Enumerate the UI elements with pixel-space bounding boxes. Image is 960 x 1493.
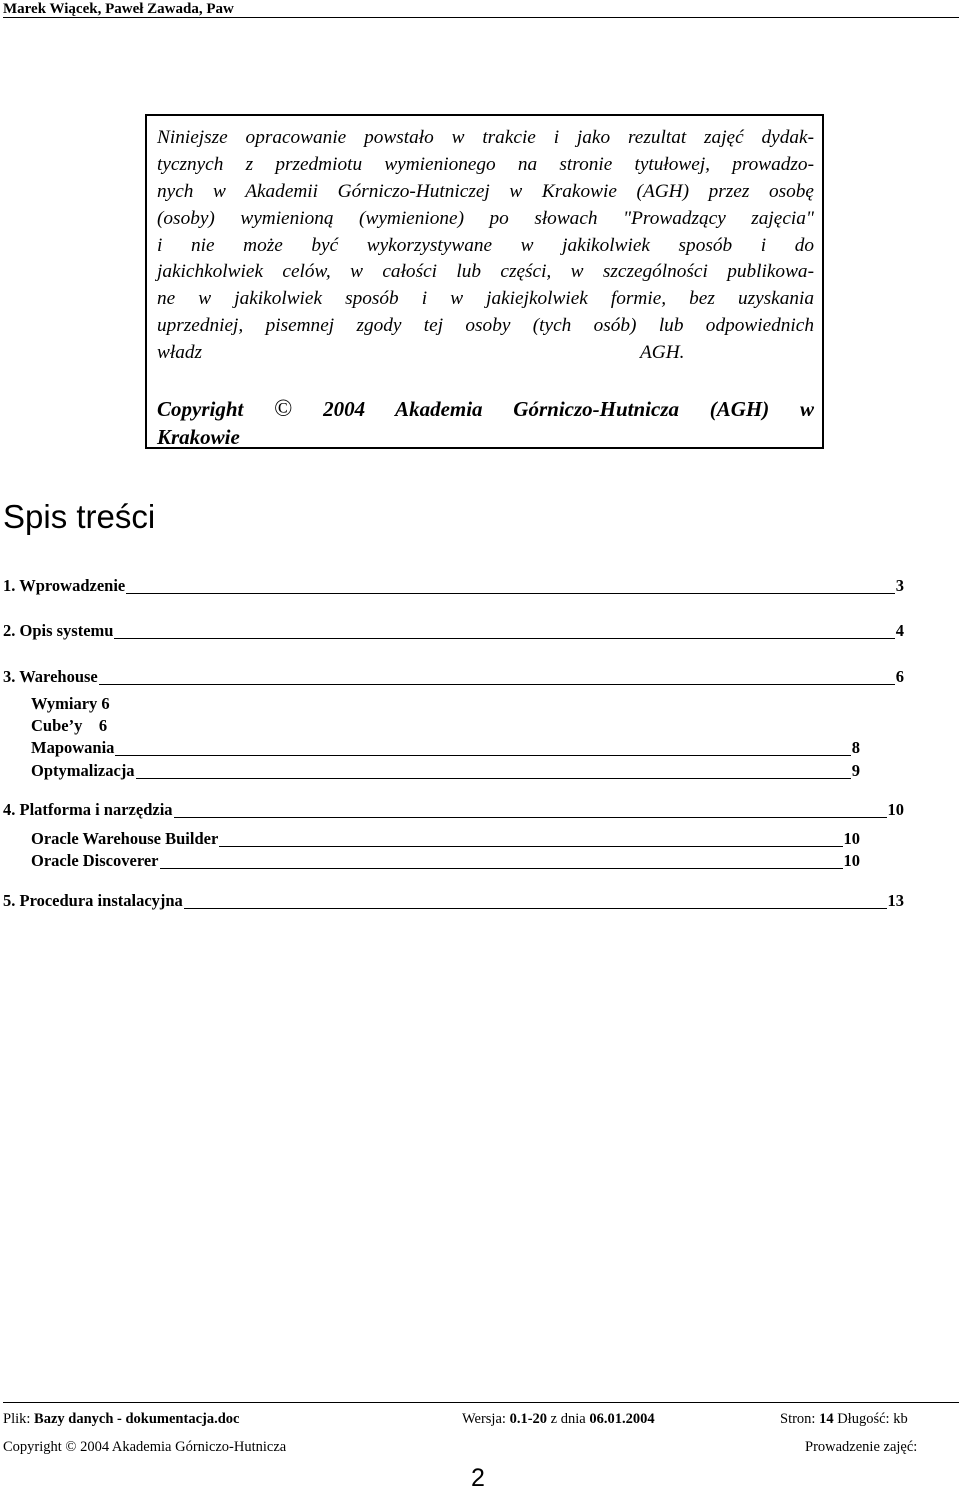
footer-file	[3, 1410, 239, 1428]
toc-subentry[interactable]	[31, 849, 860, 871]
footer-version	[462, 1410, 655, 1428]
notice-line: nych w Akademii Górniczo-Hutniczej w Krakowie (AGH) przez osobę	[157, 181, 814, 202]
copyright-city: Krakowie	[157, 425, 240, 449]
footer-file-name: Bazy danych - dokumentacja.doc	[34, 1411, 240, 1427]
toc-subentry[interactable]: Cube’y 6	[31, 716, 108, 735]
toc-entry-page: 8	[851, 738, 860, 757]
toc-leader	[184, 908, 887, 909]
toc-entry-page: 10	[887, 800, 904, 819]
notice-copyright-line	[157, 395, 814, 424]
footer-length-unit: kb	[893, 1411, 908, 1427]
toc-leader	[115, 755, 850, 756]
toc-entry[interactable]	[3, 619, 904, 641]
toc-leader	[114, 638, 894, 639]
toc-entry-page: 6	[895, 667, 904, 686]
toc-entry[interactable]	[3, 665, 904, 687]
toc-entry-label: 5. Procedura instalacyjna	[3, 891, 183, 910]
notice-line: jakichkolwiek celów, w całości lub części, w szczególności publikowa-	[157, 261, 814, 282]
toc-leader	[99, 684, 895, 685]
notice-line: (osoby) wymienioną (wymienione) po słowach "Prowadzący zajęcia"	[157, 208, 814, 229]
notice-line: tycznych z przedmiotu wymienionego na stronie tytułowej, prowadzo-	[157, 154, 814, 175]
toc-entry-label: Optymalizacja	[31, 761, 135, 780]
toc-entry-label: Oracle Discoverer	[31, 851, 159, 870]
footer-instructor: Prowadzenie zajęć:	[805, 1439, 918, 1455]
header-rule	[3, 17, 959, 18]
toc-subentry[interactable]	[31, 827, 860, 849]
toc-title: Spis treści	[3, 498, 156, 535]
notice-line: uprzedniej, pisemnej zgody tej osoby (tych osób) lub odpowiednich	[157, 315, 814, 336]
copyright-rest: 2004 Akademia Górniczo-Hutnicza (AGH) w	[323, 397, 814, 421]
footer-version-label: Wersja:	[462, 1411, 506, 1427]
footer-stats	[780, 1410, 908, 1428]
header-authors: Marek Wiącek, Paweł Zawada, Paw	[3, 1, 234, 17]
notice-line-last	[157, 339, 814, 366]
footer-pages-label: Stron:	[780, 1411, 816, 1427]
footer-length-label: Długość:	[837, 1411, 890, 1427]
toc-entry-label: Mapowania	[31, 738, 115, 757]
notice-last-left: władz	[157, 342, 203, 363]
notice-line: Niniejsze opracowanie powstało w trakcie i jako rezultat zajęć dydak-	[157, 127, 814, 148]
toc-entry-page: 13	[887, 891, 904, 910]
footer-date-label: z dnia	[550, 1411, 586, 1427]
copyright-symbol-icon: ©	[274, 396, 293, 422]
toc-leader	[160, 868, 843, 869]
toc-leader	[136, 778, 851, 779]
toc-entry-page: 10	[843, 851, 860, 870]
toc-entry-page: 3	[895, 576, 904, 595]
toc-subentry[interactable]	[31, 736, 860, 758]
notice-line: ne w jakikolwiek sposób i w jakiejkolwiek formie, bez uzyskania	[157, 288, 814, 309]
copyright-word: Copyright	[157, 397, 244, 421]
notice-last-right: AGH.	[640, 342, 685, 363]
toc-entry-page: 10	[843, 829, 860, 848]
copyright-notice-box	[145, 114, 824, 449]
notice-line: i nie może być wykorzystywane w jakikolwiek sposób i do	[157, 235, 814, 256]
toc-entry[interactable]	[3, 889, 904, 911]
toc-entry-label: Oracle Warehouse Builder	[31, 829, 219, 848]
toc-entry-label: 1. Wprowadzenie	[3, 576, 126, 595]
toc-entry[interactable]	[3, 574, 904, 596]
footer-rule	[3, 1402, 959, 1403]
toc-leader	[174, 817, 887, 818]
toc-entry-page: 9	[851, 761, 860, 780]
footer-copyright: Copyright © 2004 Akademia Górniczo-Hutnicza	[3, 1439, 287, 1455]
footer-version-value: 0.1-20	[509, 1411, 548, 1427]
toc-subentry[interactable]	[31, 759, 860, 781]
toc-leader	[219, 846, 842, 847]
footer-pages-value: 14	[819, 1411, 834, 1427]
toc-entry-label: 3. Warehouse	[3, 667, 98, 686]
toc-entry-label: 2. Opis systemu	[3, 621, 114, 640]
toc-leader	[126, 593, 895, 594]
toc-subentry[interactable]: Wymiary 6	[31, 694, 110, 713]
toc-entry-page: 4	[895, 621, 904, 640]
page-number: 2	[471, 1464, 485, 1492]
footer-date-value: 06.01.2004	[589, 1411, 655, 1427]
footer-file-label: Plik:	[3, 1411, 31, 1427]
toc-entry-label: 4. Platforma i narzędzia	[3, 800, 173, 819]
toc-entry[interactable]	[3, 798, 904, 820]
